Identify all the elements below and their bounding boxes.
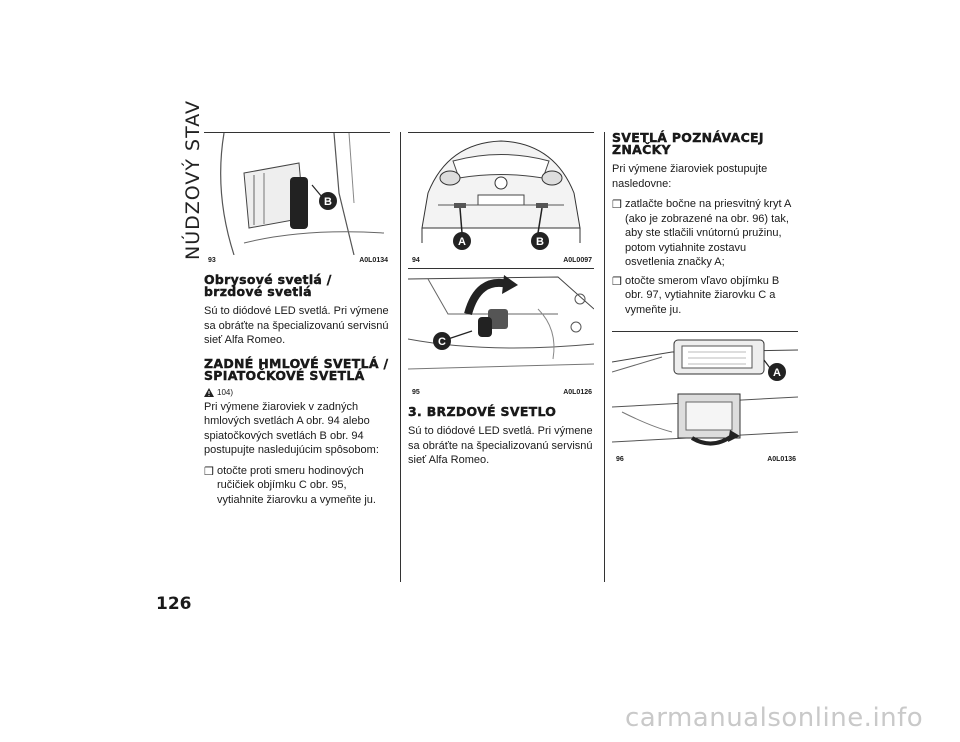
figure-95-illustration: [408, 269, 594, 387]
figure-96-illustration: [612, 332, 798, 454]
figure-label: B: [324, 196, 332, 208]
figure-code: A0L0136: [767, 456, 796, 463]
figure-label: C: [438, 336, 446, 348]
list-item-text: otočte smerom vľavo objímku B obr. 97, vytiahnite žiarovku C a vymeňte ju.: [625, 274, 780, 316]
figure-93: [204, 132, 390, 264]
bullet-list: [612, 197, 798, 317]
figure-caption: [204, 255, 390, 264]
figure-code: A0L0134: [359, 257, 388, 264]
column-2: [408, 132, 594, 474]
paragraph: Sú to diódové LED svetlá. Pri výmene sa obráťte na špecializovanú servisnú sieť Alfa Romeo.: [408, 425, 593, 466]
figure-caption: [612, 454, 798, 463]
figure-label: A: [773, 367, 781, 379]
figure-caption: [408, 387, 594, 396]
section-heading: 3. BRZDOVÉ SVETLO: [408, 404, 557, 419]
checkbox-bullet-icon: ❒: [612, 199, 622, 211]
figure-label: B: [536, 236, 544, 248]
warning-icon: [204, 388, 214, 397]
paragraph: Pri výmene žiaroviek v zadných hmlových svetlách A obr. 94 alebo spiatočkových svetlách B obr. 94 postupujte nasledujúcim spôsobom:: [204, 400, 379, 456]
section-side-title: [150, 99, 204, 270]
list-item: [612, 197, 798, 270]
figure-95: [408, 268, 594, 396]
figure-code: A0L0126: [563, 389, 592, 396]
column-3: [612, 132, 798, 463]
warning-reference-text: 104): [217, 387, 234, 397]
checkbox-bullet-icon: ❒: [612, 275, 622, 288]
figure-93-illustration: [204, 133, 390, 255]
figure-number: 94: [412, 257, 420, 264]
section-side-title-text: NÚDZOVÝ STAV: [182, 99, 204, 260]
watermark: carmanualsonline.info: [625, 703, 924, 733]
list-item-text: zatlačte bočne na priesvitný kryt A (ako je zobrazené na obr. 96) tak, aby ste stlačili vnútornú pružinu, potom vytiahnite zostavu osvetlenia značky A;: [625, 198, 791, 268]
section-heading: Obrysové svetlá / brzdové svetlá: [204, 272, 332, 299]
paragraph: Sú to diódové LED svetlá. Pri výmene sa obráťte na špecializovanú servisnú sieť Alfa Romeo.: [204, 305, 389, 346]
page-number: 126: [156, 594, 192, 614]
figure-number: 93: [208, 257, 216, 264]
column-divider: [400, 132, 401, 582]
section-heading: SVETLÁ POZNÁVACEJ ZNAČKY: [612, 130, 764, 157]
figure-94-illustration: [408, 133, 594, 255]
figure-94: [408, 132, 594, 264]
column-1: [204, 132, 390, 511]
figure-caption: [408, 255, 594, 264]
figure-number: 95: [412, 389, 420, 396]
list-item: [204, 464, 390, 508]
list-item-text: otočte proti smeru hodinových ručičiek objímku C obr. 95, vytiahnite žiarovku a vymeňte ju.: [217, 464, 376, 506]
figure-code: A0L0097: [563, 257, 592, 264]
column-divider: [604, 132, 605, 582]
bullet-list: [204, 464, 390, 508]
paragraph: Pri výmene žiaroviek postupujte nasledovne:: [612, 163, 768, 190]
warning-reference: [204, 388, 390, 397]
list-item: [612, 274, 798, 318]
figure-label: A: [458, 236, 466, 248]
figure-number: 96: [616, 456, 624, 463]
figure-96: [612, 331, 798, 463]
section-heading: ZADNÉ HMLOVÉ SVETLÁ / SPIATOČKOVÉ SVETLÁ: [204, 355, 389, 383]
checkbox-bullet-icon: ❒: [204, 465, 214, 478]
